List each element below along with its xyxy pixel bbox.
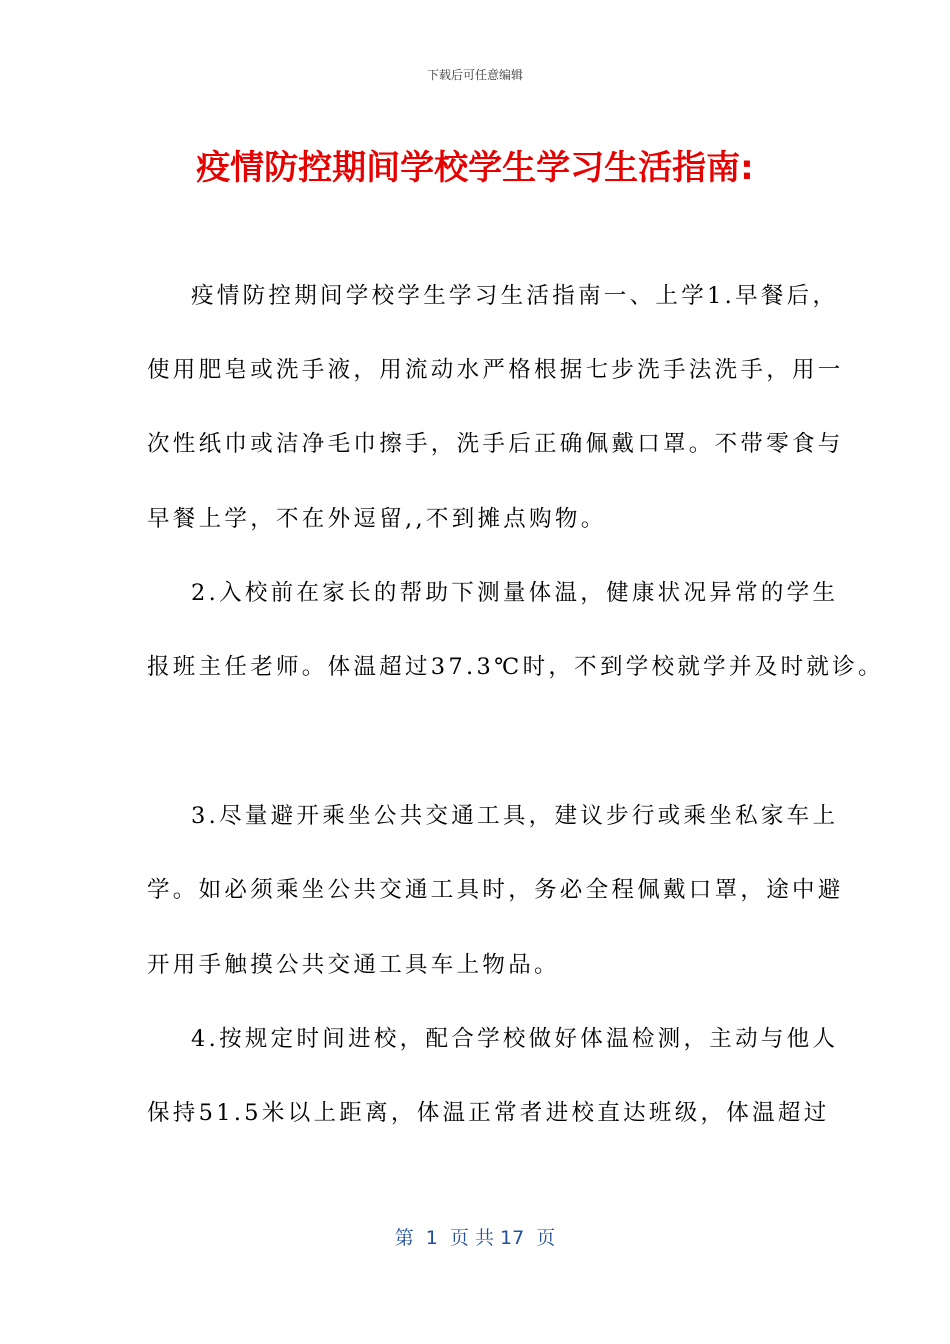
paragraph-1-line-1: 疫情防控期间学校学生学习生活指南一、上学1.早餐后， xyxy=(191,283,839,309)
paragraph-3-line-3: 开用手触摸公共交通工具车上物品。 xyxy=(147,952,560,978)
paragraph-3-line-2: 学。如必须乘坐公共交通工具时，务必全程佩戴口罩，途中避 xyxy=(147,877,844,903)
document-title: 疫情防控期间学校学生学习生活指南: xyxy=(196,148,754,188)
page-footer: 第 1 页 共 17 页 xyxy=(394,1227,556,1249)
header-note: 下载后可任意编辑 xyxy=(426,68,523,82)
paragraph-4-line-1: 4.按规定时间进校，配合学校做好体温检测，主动与他人 xyxy=(191,1026,839,1052)
paragraph-2-line-1: 2.入校前在家长的帮助下测量体温，健康状况异常的学生 xyxy=(191,580,839,606)
paragraph-1-line-2: 使用肥皂或洗手液，用流动水严格根据七步洗手法洗手，用一 xyxy=(147,357,844,383)
paragraph-4-line-2: 保持51.5米以上距离，体温正常者进校直达班级，体温超过 xyxy=(147,1100,830,1126)
paragraph-1-line-4: 早餐上学，不在外逗留,,不到摊点购物。 xyxy=(147,506,607,532)
paragraph-3-line-1: 3.尽量避开乘坐公共交通工具，建议步行或乘坐私家车上 xyxy=(191,803,839,829)
paragraph-1-line-3: 次性纸巾或洁净毛巾擦手，洗手后正确佩戴口罩。不带零食与 xyxy=(147,431,844,457)
paragraph-2-line-2: 报班主任老师。体温超过37.3℃时，不到学校就学并及时就诊。 xyxy=(147,654,884,680)
